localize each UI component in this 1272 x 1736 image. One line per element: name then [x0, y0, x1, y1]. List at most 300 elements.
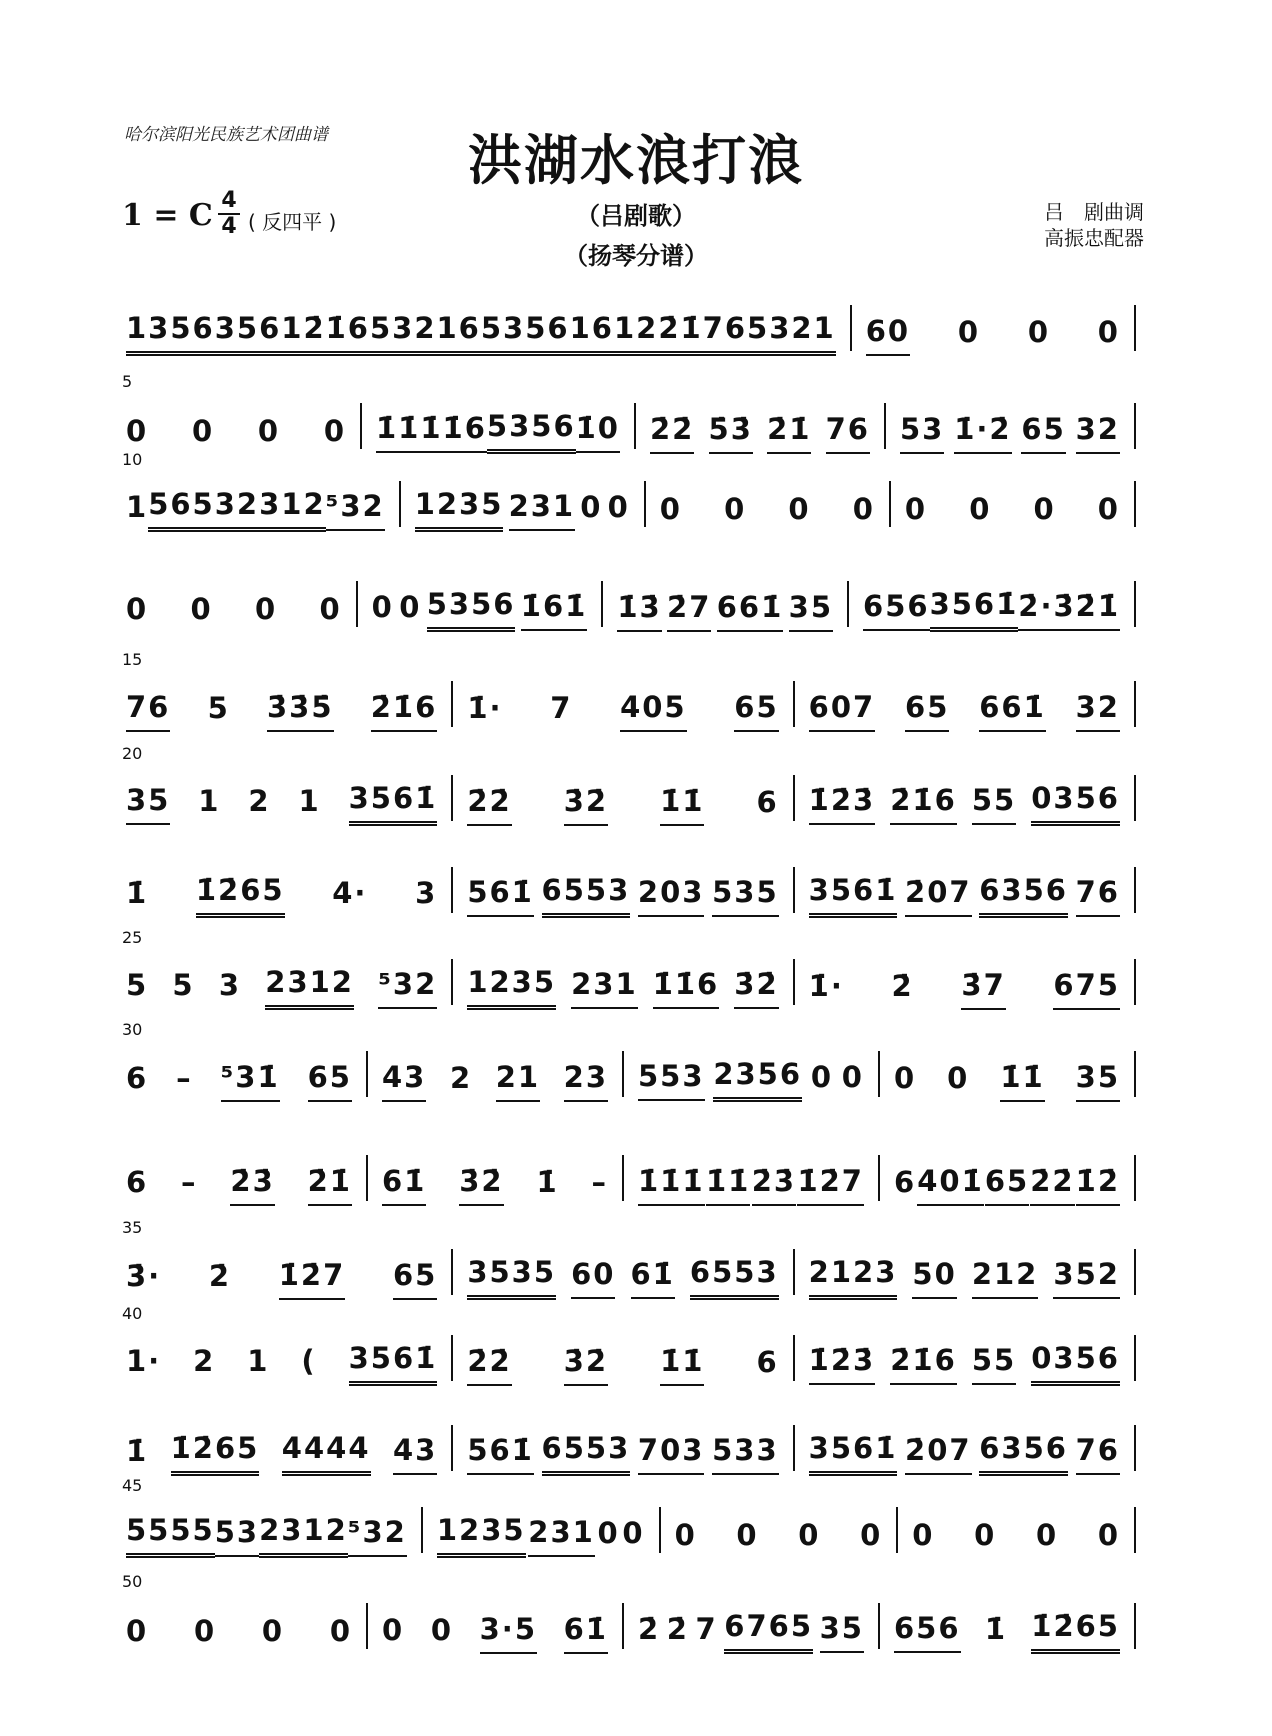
bar-line: [356, 581, 358, 627]
note-group: 1235: [467, 965, 556, 1010]
note-group: 0: [382, 1613, 405, 1647]
note-group: –: [591, 1165, 608, 1199]
note-group: 1̇: [126, 875, 149, 910]
note-group: 5356: [427, 587, 516, 632]
credit-arranger: 高振忠配器: [1044, 226, 1144, 250]
staff-row: [122, 1218, 1146, 1300]
note-group: 1̇: [126, 1433, 149, 1468]
note-group: 5555: [126, 1513, 215, 1558]
staff-row: [122, 744, 1146, 826]
measure: [372, 409, 624, 454]
note-group: 212: [972, 1257, 1039, 1299]
note-group: 2: [193, 1343, 216, 1378]
bar-line: [884, 403, 886, 449]
note-group: 3̇·: [126, 1259, 162, 1293]
note-group: 703: [638, 1433, 705, 1475]
measure-number: 25: [122, 928, 143, 947]
note-group: 0: [126, 414, 149, 448]
measure: [890, 1060, 1124, 1102]
note-group: 0: [969, 492, 992, 526]
note-group: 1̇1̇1̇: [376, 411, 443, 453]
note-group: 0: [674, 1518, 697, 1552]
note-group: 0: [1033, 492, 1056, 526]
note-group: 231: [571, 967, 638, 1009]
bar-line: [793, 1249, 795, 1295]
note-group: 1̇61̇: [521, 589, 588, 631]
note-group: 0: [323, 414, 346, 448]
measure: [805, 1255, 1124, 1300]
note-group: ⁵32: [378, 967, 437, 1009]
note-group: 1̇·: [467, 691, 503, 725]
note-group: 5653: [148, 487, 237, 532]
bar-line: [847, 581, 849, 627]
note-group: 6765: [724, 1609, 813, 1654]
bar-line: [793, 1425, 795, 1471]
bar-line: [451, 681, 453, 727]
note-group: 0: [257, 414, 281, 448]
note-group: 0: [622, 1515, 645, 1550]
measure: [805, 968, 1124, 1010]
note-group: 55: [972, 1343, 1016, 1385]
note-group: 2̇1̇: [308, 1164, 352, 1206]
note-group: 43: [393, 1433, 437, 1475]
note-group: 53: [900, 412, 944, 454]
note-group: 61̇: [631, 1257, 675, 1299]
note-group: 0: [329, 1614, 352, 1648]
note-group: 1: [247, 1343, 270, 1378]
note-group: 203: [638, 875, 705, 917]
note-group: 2̇3̇: [230, 1164, 274, 1206]
note-group: 1̇0: [576, 411, 620, 453]
note-group: 0: [580, 489, 603, 524]
note-group: 32: [1076, 412, 1120, 454]
note-group: 3̇2̇: [459, 1164, 503, 1206]
note-group: 65: [393, 1258, 437, 1300]
measure-number: 45: [122, 1476, 143, 1495]
note-group: 0: [193, 1614, 217, 1648]
note-group: 1̇2̇7: [797, 1164, 864, 1206]
note-group: 6: [126, 1061, 149, 1095]
bar-line: [451, 775, 453, 821]
note-group: 0: [190, 592, 213, 626]
measure: [463, 1255, 782, 1300]
note-group: 3̇2̇: [734, 967, 778, 1009]
note-group: 656: [863, 589, 930, 631]
note-group: 2̇1̇765321: [658, 311, 835, 356]
bar-line: [421, 1507, 423, 1553]
measure: [122, 1341, 441, 1386]
measure: [378, 1164, 612, 1206]
note-group: 65: [734, 690, 778, 732]
note-group: 2̇1̇6: [890, 1343, 957, 1385]
note-group: 2̇07: [905, 875, 972, 917]
note-group: 32: [1076, 690, 1120, 732]
staff-row: [122, 1304, 1146, 1386]
measure: [463, 784, 782, 826]
measure: [862, 314, 1124, 356]
note-group: 0: [904, 492, 928, 526]
bar-line: [451, 1425, 453, 1471]
note-group: 0: [607, 489, 630, 524]
note-group: 1̇1̇1̇: [638, 1164, 705, 1206]
staff-row: [122, 650, 1146, 732]
measure: [122, 1060, 356, 1102]
bar-line-end: [1134, 959, 1136, 1005]
note-group: 3̇3̇5̇: [267, 690, 334, 732]
note-group: 0: [319, 592, 342, 626]
note-group: 2̇2̇: [467, 784, 511, 826]
bar-line: [622, 1603, 624, 1649]
measure: [122, 1164, 356, 1206]
staff-row: [122, 576, 1146, 632]
note-group: 1·: [126, 1343, 162, 1378]
note-group: 2312: [265, 965, 354, 1010]
note-group: 23: [564, 1060, 608, 1102]
note-group: 0: [860, 1518, 883, 1552]
note-group: 2̇2̇: [467, 1344, 511, 1386]
note-group: 0: [724, 492, 747, 526]
note-group: ⁵32: [326, 489, 385, 531]
note-group: 7: [550, 691, 573, 725]
bar-line: [366, 1603, 368, 1649]
measure: [805, 873, 1124, 918]
note-group: 6: [756, 785, 779, 819]
note-group: 53: [215, 1515, 259, 1557]
note-group: 5: [207, 691, 230, 725]
note-group: 231: [509, 489, 576, 531]
note-group: 7: [695, 1611, 718, 1646]
measure: [122, 965, 441, 1010]
measure: [463, 690, 782, 732]
subtitle-part: （扬琴分谱）: [564, 242, 708, 270]
note-group: 2̇1̇: [767, 412, 811, 454]
note-group: 1̇2̇65: [1031, 1609, 1120, 1654]
bar-line-end: [1134, 403, 1136, 449]
note-group: 0: [852, 492, 875, 526]
bar-line: [451, 1249, 453, 1295]
measure: [634, 1057, 868, 1102]
measure: [890, 1164, 1124, 1206]
measure: [805, 1431, 1124, 1476]
note-group: 3̇2̇: [564, 1344, 608, 1386]
note-group: 0: [126, 592, 149, 626]
measure: [634, 1609, 868, 1654]
note-group: 656: [894, 1611, 961, 1653]
measure-number: 35: [122, 1218, 143, 1237]
measure: [463, 965, 782, 1010]
measure: [378, 1060, 612, 1102]
bar-line-end: [1134, 581, 1136, 627]
bar-line: [889, 481, 891, 527]
measure: [122, 1258, 441, 1300]
staff-row: [122, 1476, 1146, 1558]
staff-row: [122, 450, 1146, 532]
measure: [908, 1518, 1124, 1558]
measure: [805, 781, 1124, 826]
note-group: 3561̇: [349, 781, 438, 826]
note-group: 5: [126, 967, 149, 1002]
note-group: 3535: [467, 1255, 556, 1300]
credit-composer: 吕 剧曲调: [1044, 200, 1144, 224]
note-group: 1̇6: [443, 411, 487, 453]
measure-number: 30: [122, 1020, 143, 1039]
note-group: 1̇2̇3̇: [809, 783, 876, 825]
note-group: 0: [1027, 315, 1051, 349]
note-group: 1: [126, 489, 149, 524]
bar-line: [793, 867, 795, 913]
note-group: 1235: [437, 1513, 526, 1558]
note-group: 1̇·2̇: [954, 412, 1011, 454]
note-group: 76: [126, 690, 170, 732]
note-group: 0: [659, 492, 682, 526]
note-group: 61̇: [564, 1612, 608, 1654]
time-signature-bottom: 4: [221, 214, 237, 239]
note-group: –: [176, 1061, 193, 1095]
note-group: 1: [198, 783, 221, 818]
bar-line-end: [1134, 1155, 1136, 1201]
note-group: 1235: [415, 487, 504, 532]
note-group: 2̇: [891, 969, 914, 1003]
note-group: 661̇: [717, 590, 784, 632]
note-group: 1̇2̇3̇: [809, 1343, 876, 1385]
note-group: 76: [826, 412, 870, 454]
bar-line: [622, 1155, 624, 1201]
bar-line: [601, 581, 603, 627]
note-group: 13563561: [126, 311, 303, 356]
measure: [122, 1614, 356, 1654]
tuning-label: ( 反四平 ): [248, 210, 337, 234]
measure: [859, 587, 1124, 632]
note-group: 5̇3̇: [709, 412, 753, 454]
note-group: 1̇·: [808, 969, 844, 1003]
note-group: 0: [1097, 315, 1120, 349]
note-group: 6553: [542, 873, 631, 918]
measure: [656, 492, 879, 532]
note-group: 0: [254, 592, 278, 626]
note-group: 0: [810, 1059, 834, 1094]
note-group: 661̇: [979, 690, 1046, 732]
note-group: 21: [496, 1060, 540, 1102]
note-group: 2356: [713, 1057, 802, 1102]
bar-line-end: [1134, 1335, 1136, 1381]
time-signature-top: 4: [221, 188, 237, 213]
note-group: 2̇1̇6: [890, 783, 957, 825]
note-group: 1̇2̇7: [279, 1258, 346, 1300]
note-group: 6356: [979, 1431, 1068, 1476]
note-group: 35: [789, 590, 833, 632]
note-group: 0: [974, 1518, 997, 1552]
note-group: 2̇: [208, 1259, 232, 1293]
note-group: 0: [788, 492, 811, 526]
note-group: 2̇1̇653216: [303, 311, 480, 356]
measure: [122, 1431, 441, 1476]
note-group: 1̇1̇: [660, 1344, 704, 1386]
note-group: 43: [382, 1060, 426, 1102]
note-group: 3561̇: [349, 1341, 438, 1386]
measure: [634, 1164, 868, 1206]
note-group: 0: [1097, 1518, 1121, 1552]
bar-line: [622, 1051, 624, 1097]
measure: [805, 690, 1124, 732]
note-group: 0: [947, 1061, 970, 1095]
note-group: 2: [449, 1061, 473, 1095]
note-group: 1̇1̇6: [653, 967, 720, 1009]
note-group: 3̇7: [961, 968, 1005, 1010]
bar-line-end: [1134, 1507, 1136, 1553]
note-group: 60: [866, 314, 910, 356]
note-group: 35: [820, 1611, 864, 1653]
staff-row: [122, 1020, 1146, 1102]
note-group: 65: [1021, 412, 1065, 454]
bar-line: [793, 775, 795, 821]
note-group: 1̇2̇65: [196, 873, 285, 918]
note-group: 6553: [690, 1255, 779, 1300]
note-group: 535: [712, 875, 779, 917]
measure-number: 10: [122, 450, 143, 469]
note-group: 3: [218, 967, 242, 1002]
bar-line-end: [1134, 481, 1136, 527]
note-group: 2̇7: [667, 590, 711, 632]
note-group: 50: [912, 1257, 956, 1299]
bar-line-end: [1134, 1249, 1136, 1295]
bar-line-end: [1134, 1603, 1136, 1649]
bar-line: [850, 305, 852, 351]
note-group: 0: [957, 315, 981, 349]
measure-number: 40: [122, 1304, 143, 1323]
measure: [122, 487, 389, 532]
bar-line-end: [1134, 1051, 1136, 1097]
note-group: 2123: [809, 1255, 898, 1300]
note-group: 2̇·3̇: [1018, 589, 1075, 631]
note-group: 405: [620, 690, 687, 732]
measure-number: 15: [122, 650, 143, 669]
note-group: 0: [371, 589, 394, 624]
note-group: 6: [756, 1345, 779, 1379]
note-group: 2̇2̇: [1030, 1164, 1074, 1206]
measure-number: 20: [122, 744, 143, 763]
note-group: 0: [261, 1614, 285, 1648]
bar-line-end: [1134, 775, 1136, 821]
note-group: 0: [430, 1613, 453, 1647]
note-group: 561̇: [467, 1433, 534, 1475]
note-group: 0: [736, 1518, 759, 1552]
note-group: 2312: [259, 1513, 348, 1558]
note-group: 65: [985, 1164, 1029, 1206]
note-group: 352: [1053, 1257, 1120, 1299]
note-group: 1̇1̇: [706, 1164, 750, 1206]
note-group: 3̇2̇: [564, 784, 608, 826]
note-group: 1̇2̇65: [171, 1431, 260, 1476]
key-signature: 1 = C: [122, 198, 213, 233]
bar-line: [878, 1155, 880, 1201]
measure: [122, 414, 350, 454]
measure-number: 50: [122, 1572, 143, 1591]
staff-row: [122, 1572, 1146, 1654]
note-group: 76: [1076, 875, 1120, 917]
measure: [463, 1344, 782, 1386]
note-group: 0: [1097, 492, 1120, 526]
note-group: 675: [1053, 968, 1120, 1010]
note-group: 1̇2̇: [1076, 1164, 1120, 1206]
note-group: 0: [191, 414, 215, 448]
bar-line: [793, 1335, 795, 1381]
page-title: 洪湖水浪打浪: [468, 129, 804, 192]
bar-line: [634, 403, 636, 449]
measure: [805, 1341, 1124, 1386]
note-group: 6: [126, 1165, 149, 1199]
measure: [122, 781, 441, 826]
bar-line: [451, 867, 453, 913]
measure: [463, 1431, 782, 1476]
note-group: 1̇1̇: [660, 784, 704, 826]
note-group: 5: [172, 967, 195, 1002]
measure: [646, 412, 874, 454]
note-group: 2̇1̇: [1076, 589, 1120, 631]
measure: [122, 873, 441, 918]
staff-row: [122, 1150, 1146, 1206]
note-group: 3561̇: [809, 1431, 898, 1476]
bar-line: [451, 959, 453, 1005]
measure: [411, 487, 634, 532]
note-group: 76: [1076, 1433, 1120, 1475]
note-group: 55: [972, 783, 1016, 825]
measure: [368, 587, 592, 632]
bar-line-end: [1134, 867, 1136, 913]
staff-row: [122, 1420, 1146, 1476]
note-group: 0356: [1031, 781, 1120, 826]
note-group: 60: [571, 1257, 615, 1299]
note-group: 0356: [1031, 1341, 1120, 1386]
note-group: 53561612: [481, 311, 658, 356]
bar-line: [366, 1051, 368, 1097]
note-group: 0: [841, 1059, 864, 1094]
note-group: ⁵31̇: [221, 1060, 280, 1102]
note-group: 3·5: [480, 1612, 537, 1654]
note-group: 0: [798, 1518, 821, 1552]
note-group: 1̇1̇: [1000, 1060, 1044, 1102]
note-group: 1: [298, 783, 321, 818]
measure: [613, 590, 837, 632]
measure: [901, 492, 1124, 532]
staff-row: [122, 862, 1146, 918]
note-group: 3561̇: [930, 587, 1019, 632]
bar-line: [878, 1051, 880, 1097]
bar-line: [644, 481, 646, 527]
note-group: 5356: [487, 409, 576, 454]
note-group: 0: [894, 1061, 917, 1095]
bar-line: [366, 1155, 368, 1201]
measure: [890, 1609, 1124, 1654]
note-group: 65: [308, 1060, 352, 1102]
bar-line: [896, 1507, 898, 1553]
note-group: 533: [712, 1433, 779, 1475]
note-group: (: [301, 1343, 317, 1378]
note-group: 553: [638, 1059, 705, 1101]
measure-number: 5: [122, 372, 133, 391]
note-group: 2312: [237, 487, 326, 532]
staff-row: [122, 372, 1146, 454]
measure: [463, 873, 782, 918]
measure: [378, 1612, 612, 1654]
note-group: 0: [399, 589, 422, 624]
note-group: 401̇: [917, 1164, 984, 1206]
note-group: 2̇2̇: [650, 412, 694, 454]
measure: [122, 311, 840, 356]
note-group: 4444: [282, 1431, 371, 1476]
bar-line: [793, 959, 795, 1005]
note-group: 65: [905, 690, 949, 732]
publisher-label: 哈尔滨阳光民族艺术团曲谱: [124, 125, 328, 145]
